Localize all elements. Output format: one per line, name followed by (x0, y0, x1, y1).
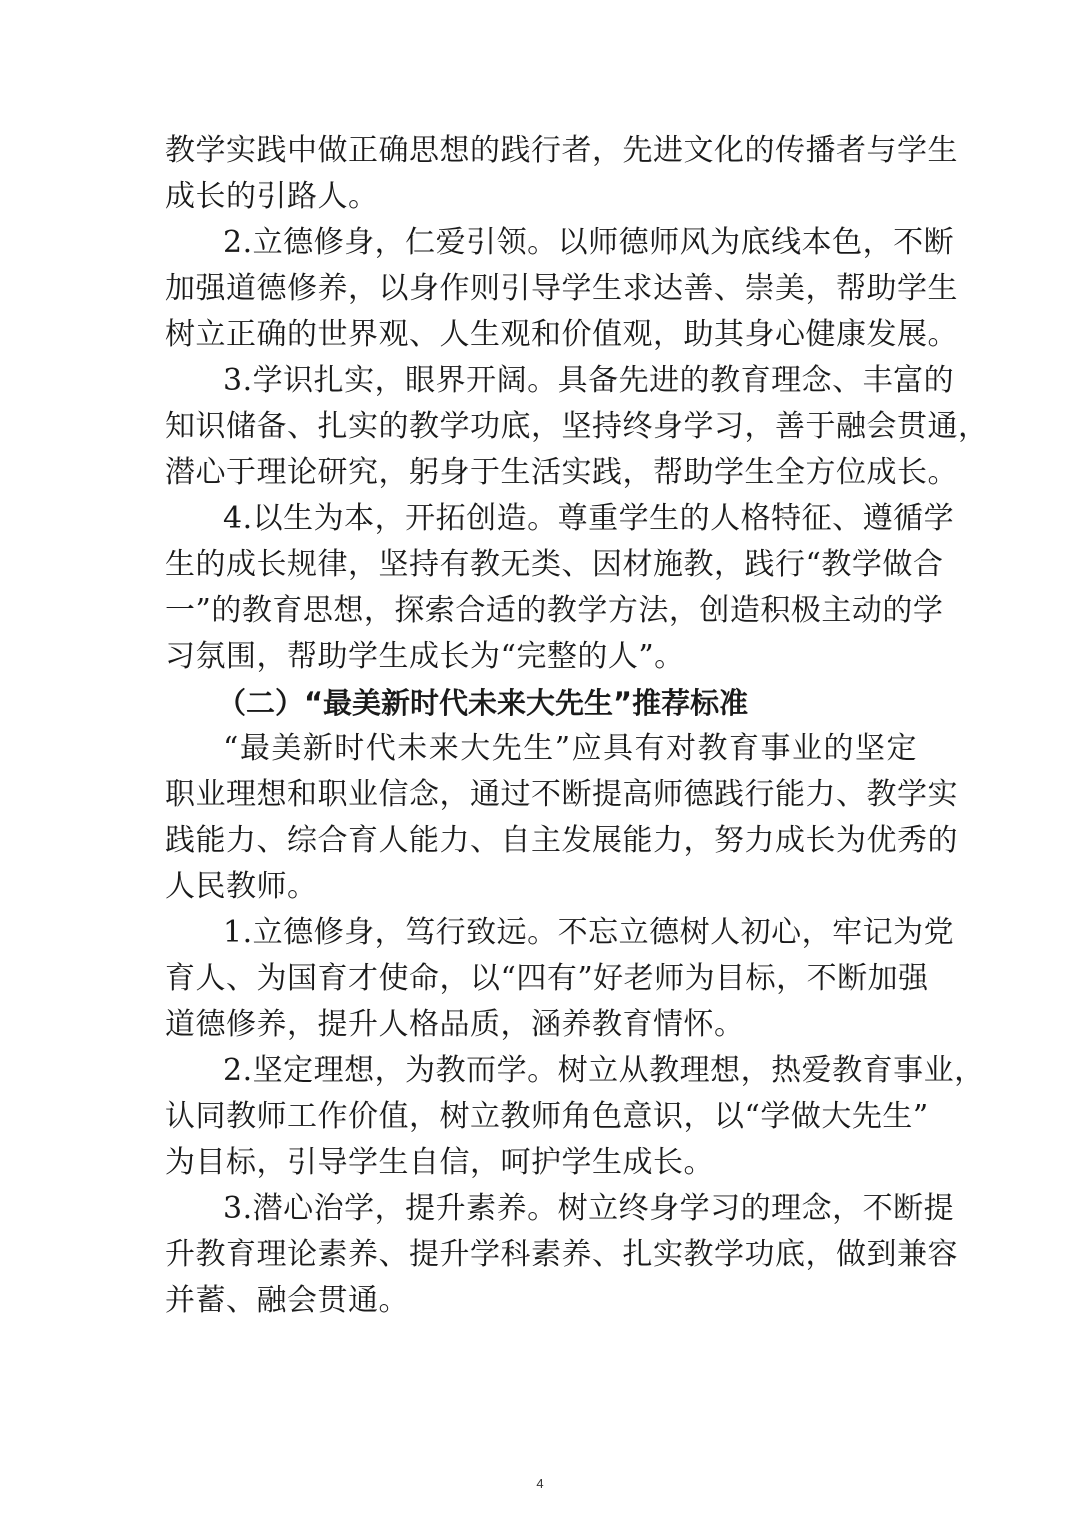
page-number: 4 (536, 1476, 544, 1491)
text-line: 职业理想和职业信念，通过不断提高师德践行能力、教学实 (165, 777, 958, 812)
document-body (165, 128, 989, 1324)
text-line: 人民教师。 (165, 869, 318, 904)
text-line: 3.学识扎实，眼界开阔。具备先进的教育理念、丰富的 (223, 363, 955, 398)
text-line: 成长的引路人。 (165, 179, 379, 214)
text-line: 并蓄、融会贯通。 (165, 1283, 409, 1318)
text-line: 树立正确的世界观、人生观和价值观，助其身心健康发展。 (165, 317, 958, 352)
text-line: 加强道德修养，以身作则引导学生求达善、崇美，帮助学生 (165, 271, 958, 306)
text-line: 3.潜心治学，提升素养。树立终身学习的理念，不断提 (223, 1191, 955, 1226)
text-line: 习氛围，帮助学生成长为“完整的人”。 (165, 639, 685, 674)
text-line: 2.立德修身，仁爱引领。以师德师风为底线本色，不断 (223, 225, 955, 260)
text-line: 一”的教育思想，探索合适的教学方法，创造积极主动的学 (165, 593, 944, 628)
text-line: 认同教师工作价值，树立教师角色意识，以“学做大先生” (165, 1099, 929, 1134)
text-line: 升教育理论素养、提升学科素养、扎实教学功底，做到兼容 (165, 1237, 958, 1272)
text-line: 教学实践中做正确思想的践行者，先进文化的传播者与学生 (165, 133, 958, 168)
text-line: 育人、为国育才使命，以“四有”好老师为目标，不断加强 (165, 961, 929, 996)
text-line: 道德修养，提升人格品质，涵养教育情怀。 (165, 1007, 745, 1042)
section-heading: （二）“最美新时代未来大先生”推荐标准 (217, 686, 749, 720)
text-line: “最美新时代未来大先生”应具有对教育事业的坚定 (223, 731, 917, 766)
text-line: 1.立德修身，笃行致远。不忘立德树人初心，牢记为党 (223, 915, 955, 950)
text-line: 为目标，引导学生自信，呵护学生成长。 (165, 1145, 714, 1180)
text-line: 知识储备、扎实的教学功底，坚持终身学习，善于融会贯通， (165, 409, 989, 444)
text-line: 4.以生为本，开拓创造。尊重学生的人格特征、遵循学 (223, 501, 955, 536)
text-line: 生的成长规律，坚持有教无类、因材施教，践行“教学做合 (165, 547, 944, 582)
text-line: 2.坚定理想，为教而学。树立从教理想，热爱教育事业， (223, 1053, 985, 1088)
text-line: 潜心于理论研究，躬身于生活实践，帮助学生全方位成长。 (165, 455, 958, 490)
text-line: 践能力、综合育人能力、自主发展能力，努力成长为优秀的 (165, 823, 958, 858)
